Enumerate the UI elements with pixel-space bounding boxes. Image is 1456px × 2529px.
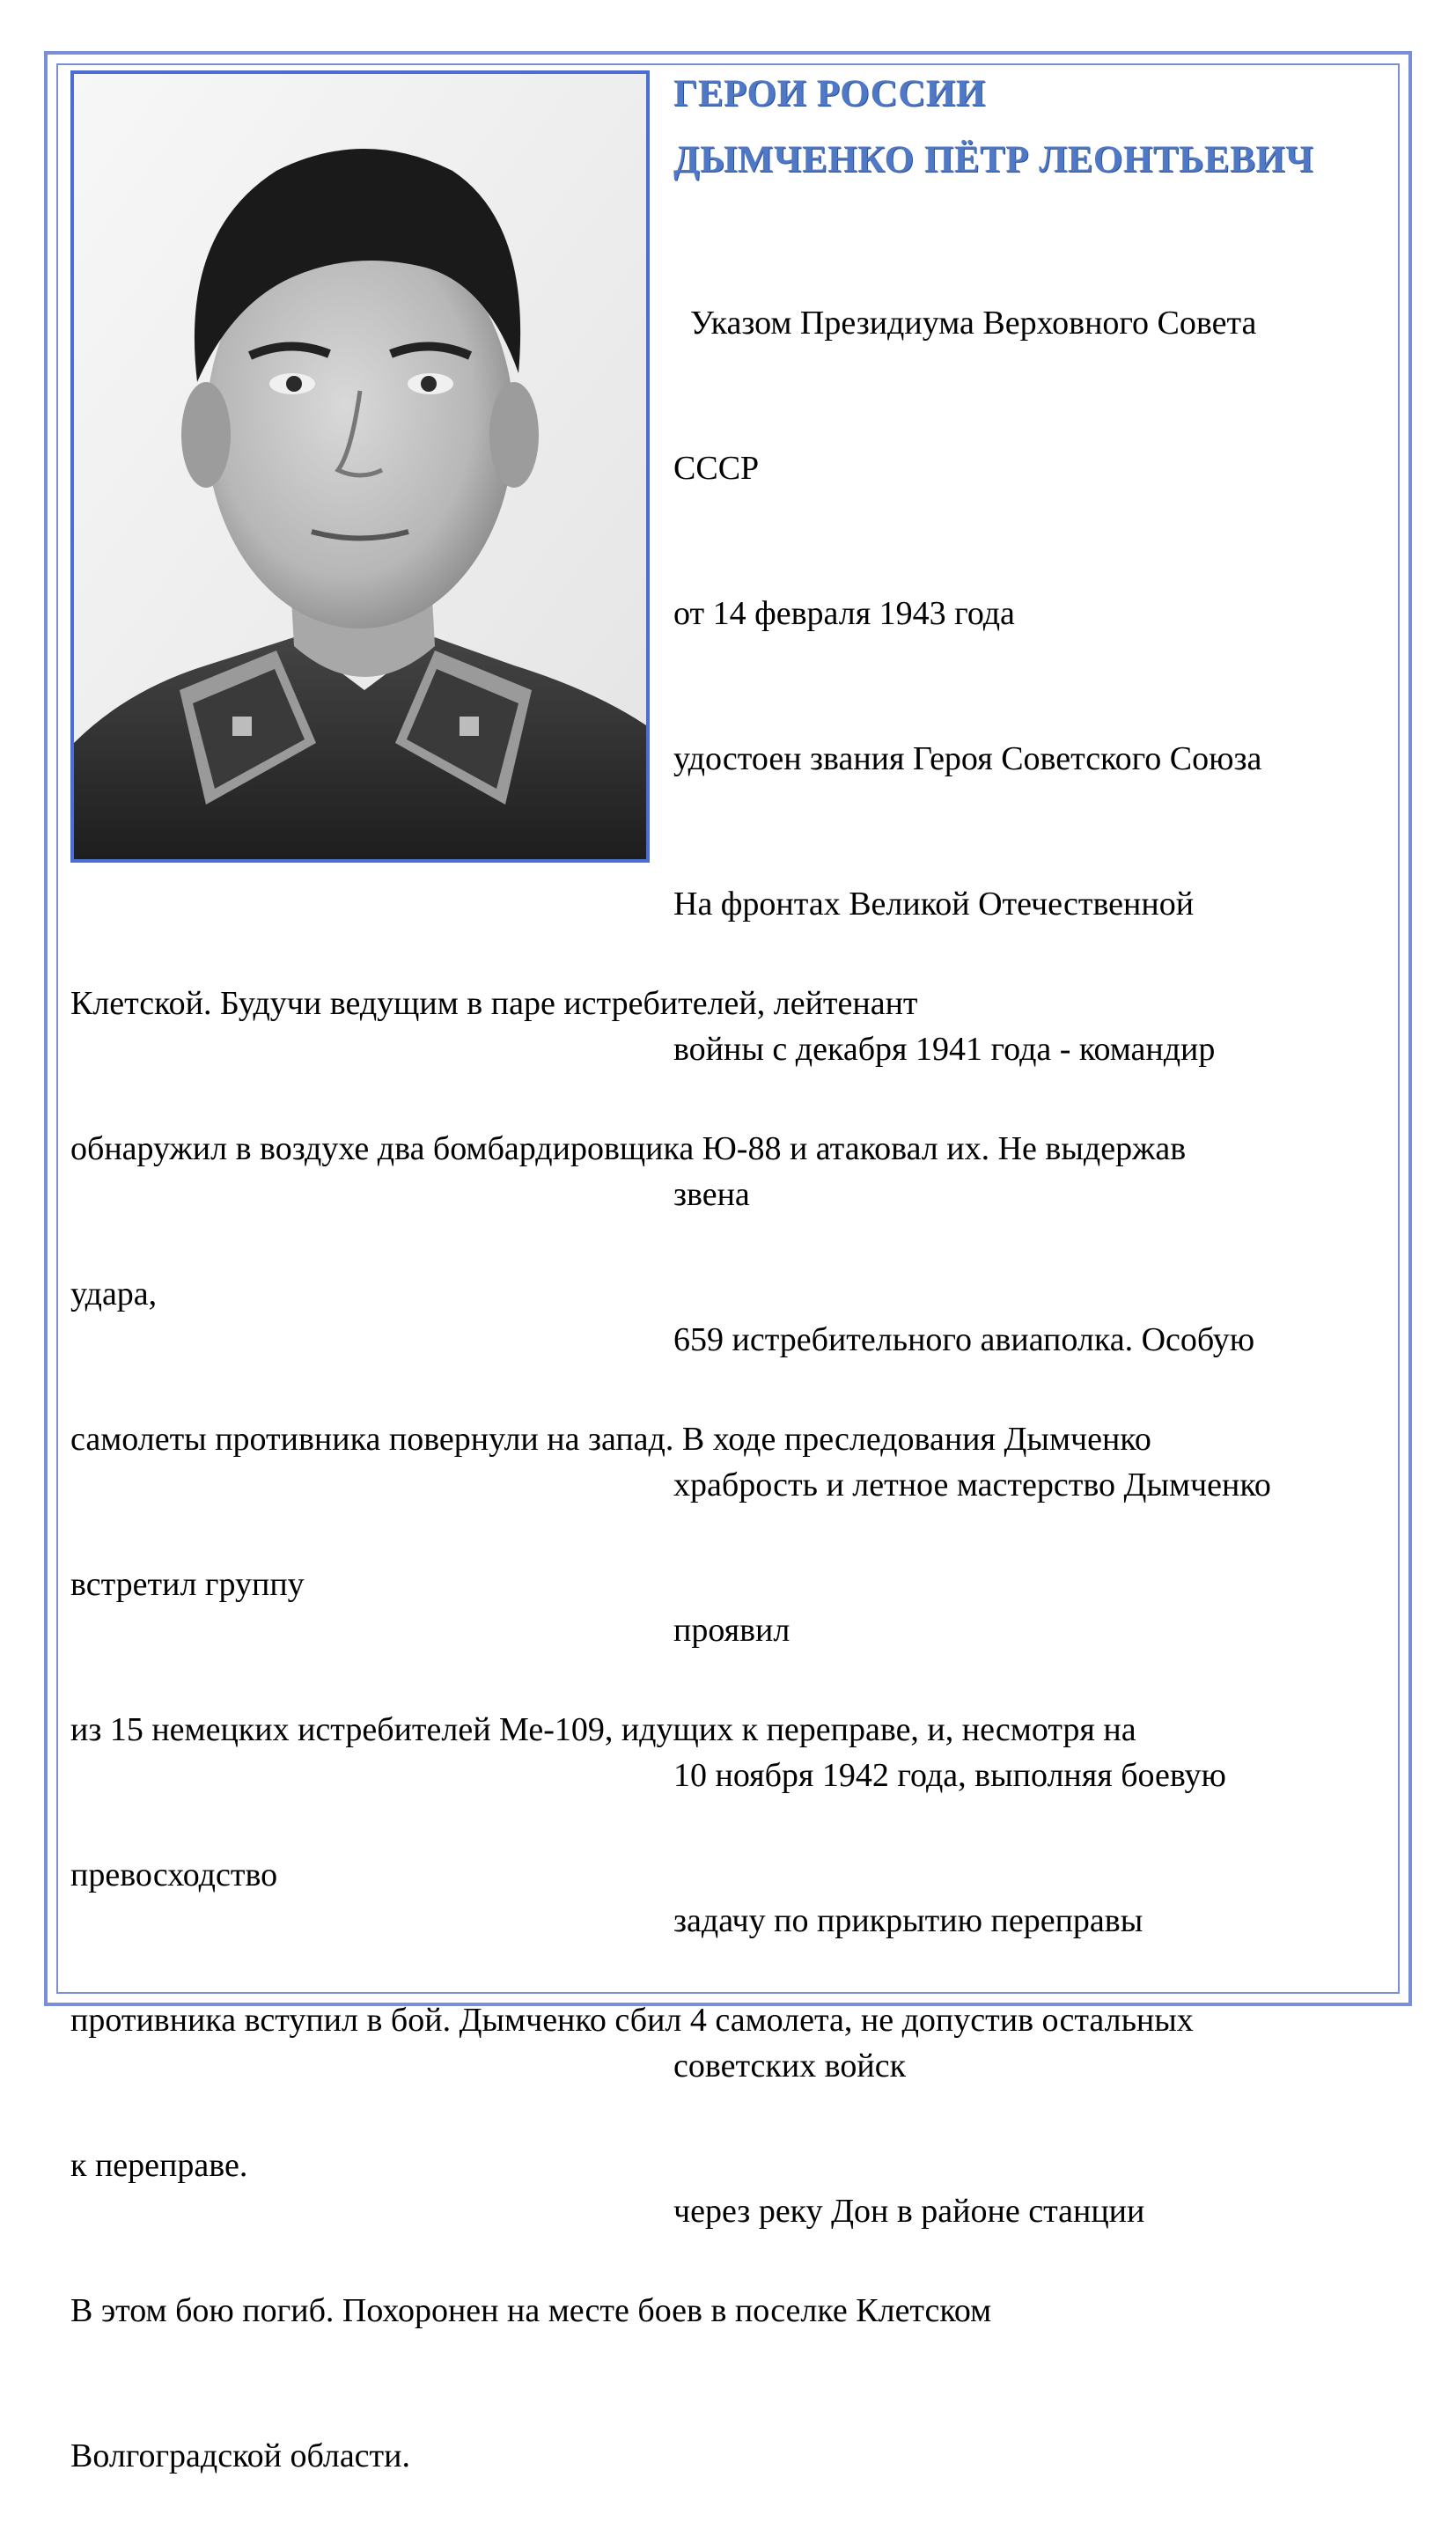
text-line: через реку Дон в районе станции xyxy=(673,2193,1145,2230)
portrait-photo xyxy=(70,70,650,863)
section-title: ГЕРОИ РОССИИ xyxy=(673,73,986,114)
hero-name: ДЫМЧЕНКО ПЁТР ЛЕОНТЬЕВИЧ xyxy=(673,139,1314,180)
text-line: проявил xyxy=(673,1612,791,1649)
text-line: Волгоградской области. xyxy=(70,2437,410,2474)
text-line: самолеты противника повернули на запад. В ходе преследования Дымченко xyxy=(70,1421,1151,1458)
text-line: превосходство xyxy=(70,1856,278,1893)
text-line: 659 истребительного авиаполка. Особую xyxy=(673,1321,1255,1358)
text-line: встретил группу xyxy=(70,1566,305,1603)
text-line: удостоен звания Героя Советского Союза xyxy=(673,740,1262,777)
text-line: к переправе. xyxy=(70,2147,248,2184)
text-line: удара, xyxy=(70,1276,158,1312)
text-line: от 14 февраля 1943 года xyxy=(673,595,1015,632)
text-line: СССР xyxy=(673,450,760,487)
text-line: На фронтах Великой Отечественной xyxy=(673,886,1195,923)
text-line: В этом бою погиб. Похоронен на месте боев в поселке Клетском xyxy=(70,2292,992,2329)
text-line: 10 ноября 1942 года, выполняя боевую xyxy=(673,1757,1226,1794)
text-line: храбрость и летное мастерство Дымченко xyxy=(673,1467,1271,1503)
text-line: противника вступил в бой. Дымченко сбил 4 самолета, не допустив остальных xyxy=(70,2002,1194,2039)
text-line: Указом Президиума Верховного Совета xyxy=(673,305,1257,342)
text-line: Клетской. Будучи ведущим в паре истребителей, лейтенант xyxy=(70,985,918,1022)
biography-text-full-width xyxy=(70,883,1194,2529)
text-line: советских войск xyxy=(673,2047,907,2084)
text-line: обнаружил в воздухе два бомбардировщика Ю-88 и атаковал их. Не выдержав xyxy=(70,1130,1187,1167)
text-line: звена xyxy=(673,1176,750,1213)
text-line: войны с декабря 1941 года - командир xyxy=(673,1031,1216,1068)
text-line: задачу по прикрытию переправы xyxy=(673,1902,1143,1939)
text-line: из 15 немецких истребителей Ме-109, идущих к переправе, и, несмотря на xyxy=(70,1711,1136,1748)
